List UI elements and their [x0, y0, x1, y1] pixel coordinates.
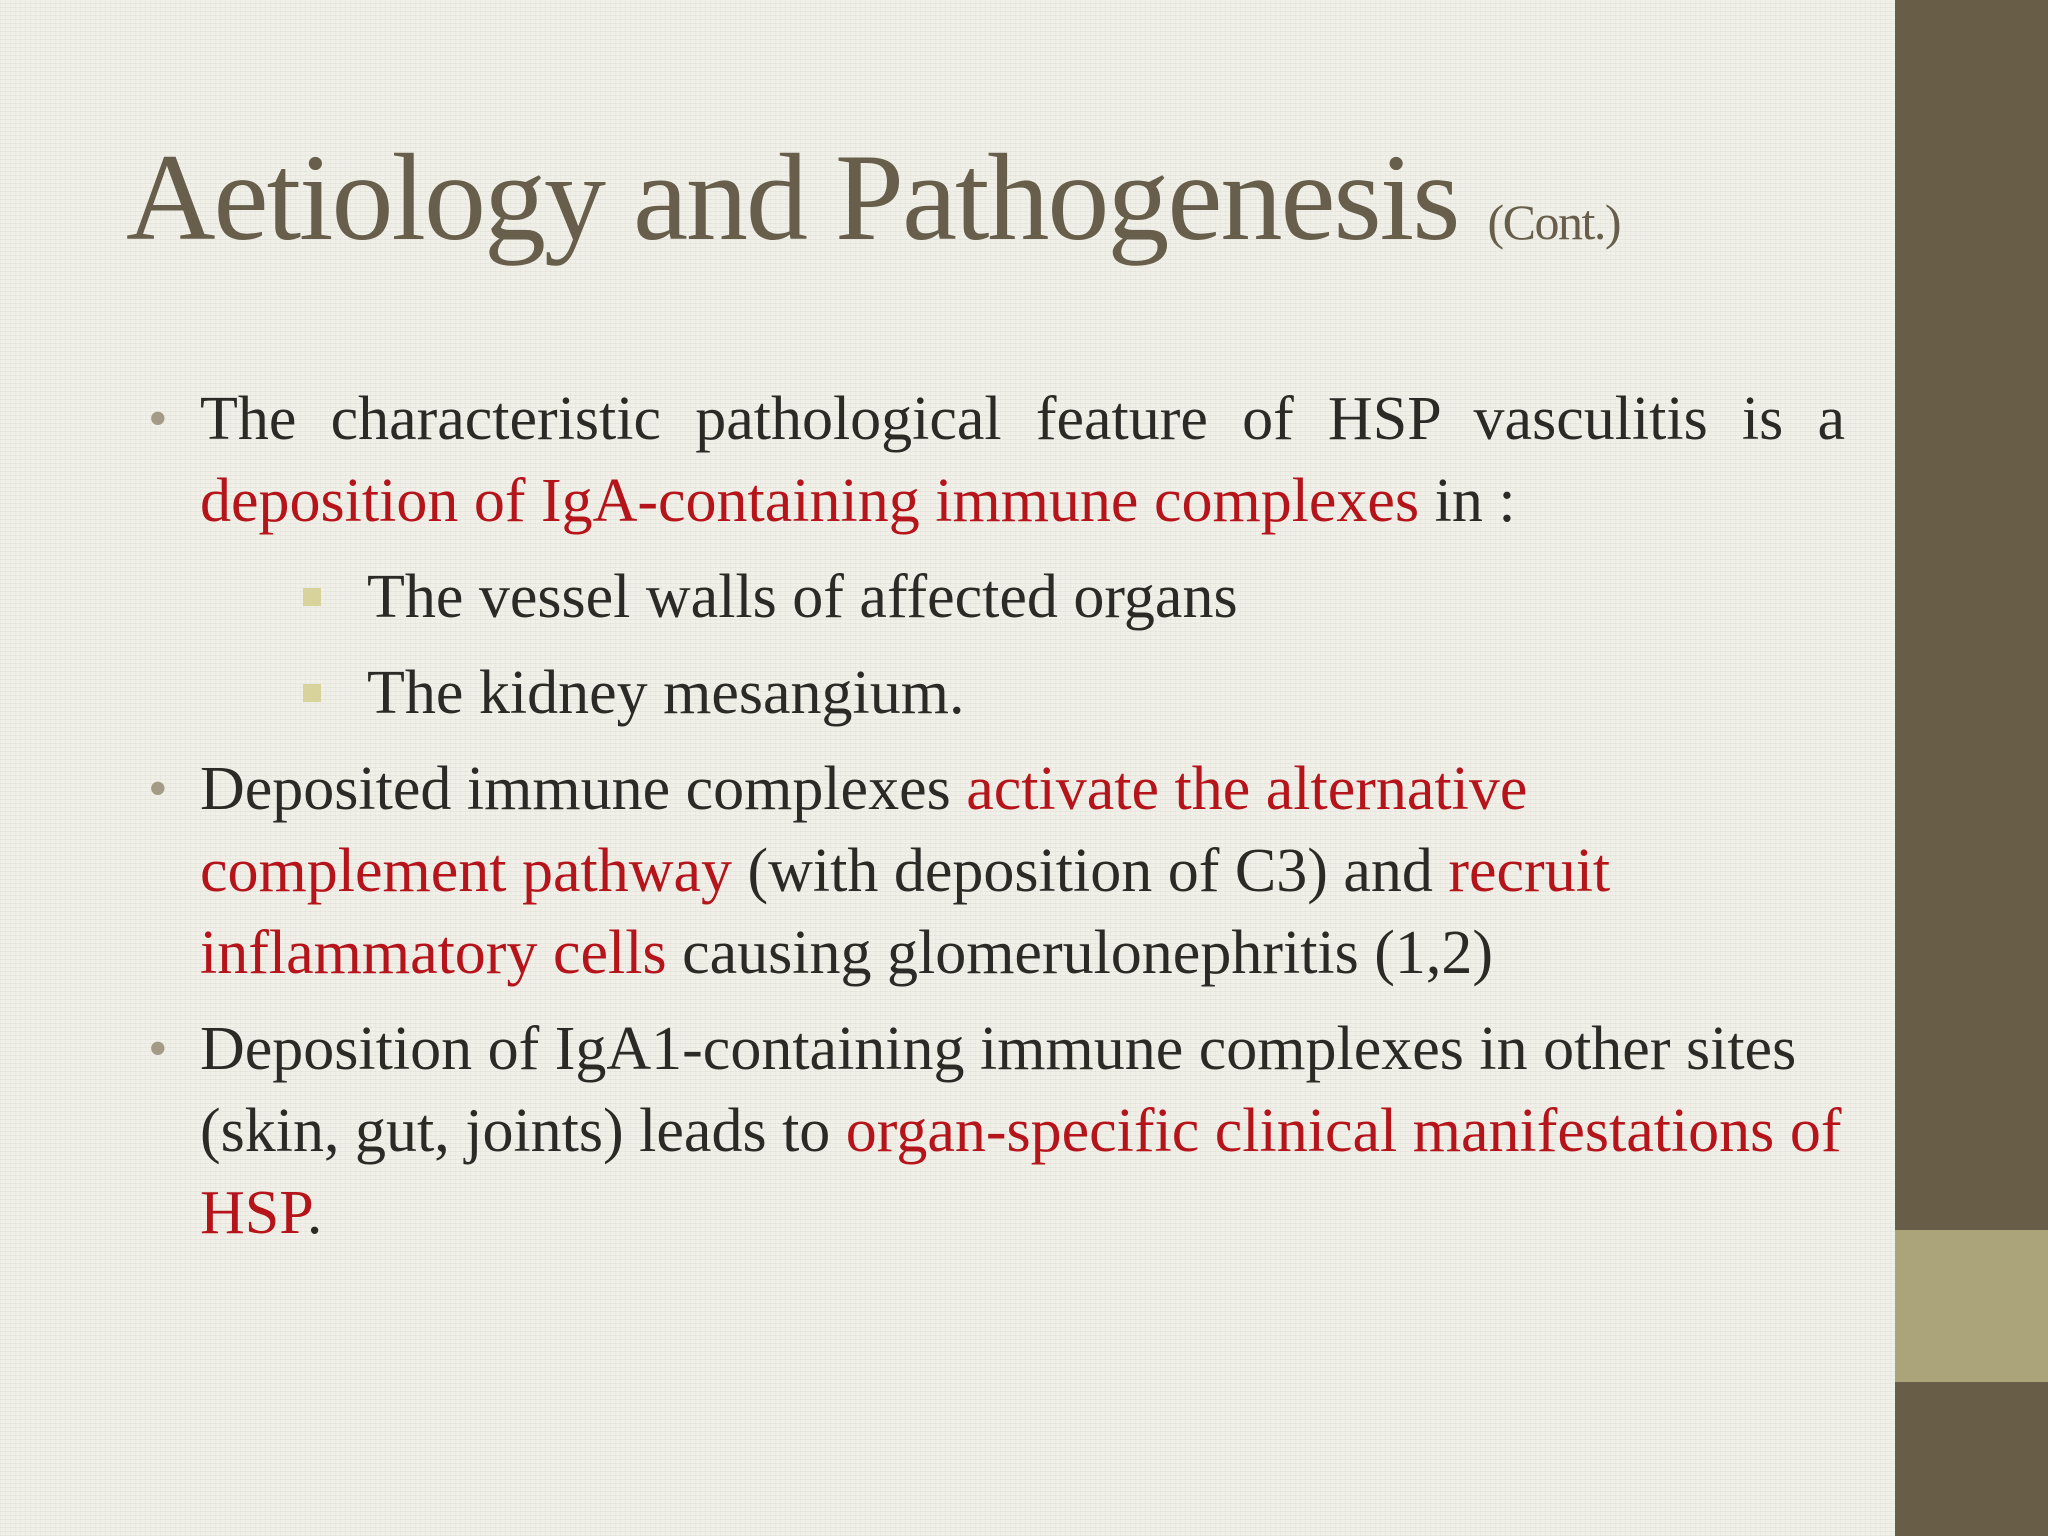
bullet-2	[148, 748, 1845, 994]
slide-title-text: Aetiology and Pathogenesis	[126, 129, 1459, 266]
bullet-2-highlight-b: recruit inflammatory cells	[200, 837, 1611, 987]
bullet-2-text-a: Deposited immune complexes	[200, 755, 967, 823]
bullet-1-text-a: The characteristic pathological feature of HSP vasculitis is a	[200, 385, 1845, 453]
sub-bullet-1-text: The vessel walls of affected organs	[367, 563, 1238, 631]
bullet-1	[148, 378, 1845, 542]
square-bullet-icon	[303, 588, 321, 606]
bullet-2-text-b: (with deposition of C3) and	[732, 837, 1449, 905]
bullet-dot-icon: •	[148, 1018, 168, 1080]
bullet-dot-icon: •	[148, 388, 168, 450]
bullet-3-text-a: Deposition of IgA1-containing immune complexes in other sites (skin, gut, joints) leads to	[200, 1015, 1797, 1165]
bullet-1-text-b: in :	[1419, 467, 1516, 535]
bullet-2-text-c: causing glomerulonephritis (1,2)	[666, 919, 1494, 987]
bullet-3-text-b: .	[306, 1179, 323, 1247]
bullet-dot-icon: •	[148, 758, 168, 820]
bullet-3	[148, 1008, 1845, 1254]
sub-bullet-2	[200, 652, 1845, 734]
sub-bullet-2-text: The kidney mesangium.	[367, 659, 965, 727]
square-bullet-icon	[303, 684, 321, 702]
bullet-1-highlight: deposition of IgA-containing immune complexes	[200, 467, 1420, 535]
decorative-side-accent	[1895, 1230, 2048, 1382]
bullet-2-highlight-a: activate the alternative complement pathway	[200, 755, 1528, 905]
sub-bullet-1	[200, 556, 1845, 638]
slide-title-suffix: (Cont.)	[1487, 194, 1621, 250]
bullet-3-highlight: organ-specific clinical manifestations of HSP	[200, 1097, 1842, 1247]
slide-body	[148, 378, 1845, 1254]
slide-title	[126, 128, 1620, 292]
